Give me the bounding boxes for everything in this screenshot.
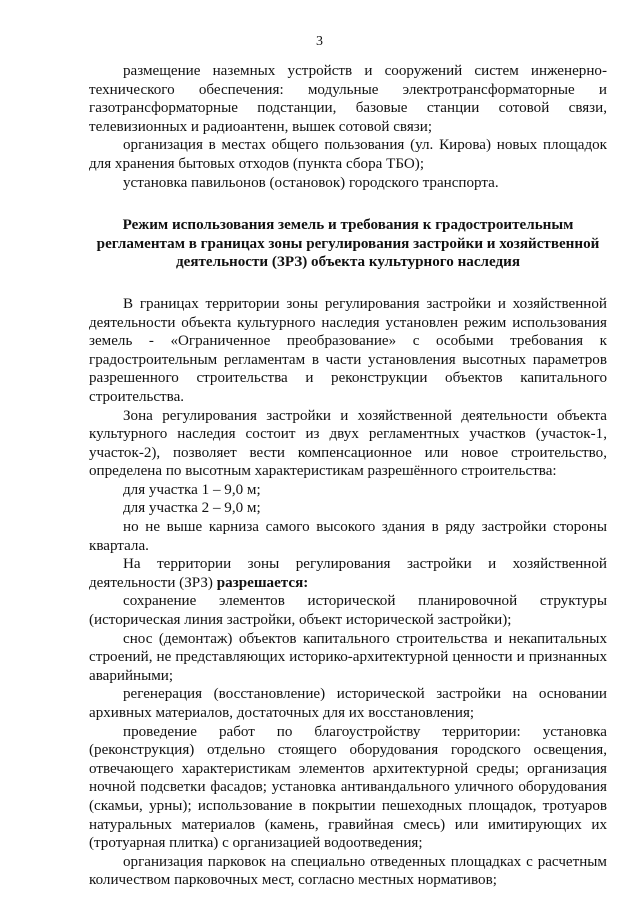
page-number: 3 [316,34,323,49]
paragraph: размещение наземных устройств и сооружений систем инженерно-технического обеспечения: модульные электротрансформаторные и газотрансформаторные подстанции, базовые станции сотовой связи, телевизионных и радиоантенн, вышек сотовой связи; [89,63,607,135]
list-item: снос (демонтаж) объектов капитального строительства и некапитальных строений, не представляющих историко-архитектурной ценности и признанных аварийными; [89,630,607,684]
permitted-label: разрешается: [216,574,309,591]
paragraph: В границах территории зоны регулирования застройки и хозяйственной деятельности объекта культурного наследия установлен режим использования земель - «Ограниченное преобразование» с особыми требования к градостроительным регламентам в части установления высотных параметров разрешенного строительства и реконструкции объектов капитального строительства. [89,295,607,405]
permitted-intro [89,555,607,592]
section-heading: Режим использования земель и требования к градостроительным регламентам в границах зоны регулирования застройки и хозяйственной деятельности (ЗРЗ) объекта культурного наследия [96,217,600,271]
list-item: для участка 1 – 9,0 м; [123,481,261,498]
paragraph: Зона регулирования застройки и хозяйственной деятельности объекта культурного наследия состоит из двух регламентных участков (участок-1, участок-2), позволяет вести компенсационное или новое строительство, определена по высотным характеристикам разрешённого строительства: [89,407,607,480]
list-item: сохранение элементов исторической планировочной структуры (историческая линия застройки, объект исторической застройки); [89,593,607,629]
permitted-intro-text: На территории зоны регулирования застройки и хозяйственной деятельности (ЗРЗ) [89,556,607,591]
paragraph: установка павильонов (остановок) городского транспорта. [123,174,499,191]
paragraph: но не выше карниза самого высокого здания в ряду застройки стороны квартала. [89,519,607,554]
document-body [89,62,607,890]
list-item: регенерация (восстановление) исторической застройки на основании архивных материалов, достаточных для их восстановления; [89,686,607,721]
list-item: для участка 2 – 9,0 м; [123,500,261,517]
list-item: проведение работ по благоустройству территории: установка (реконструкция) отдельно стоящего оборудования городского освещения, отвечающего характеристикам элементов архитектурной среды; организация ночной подсветки фасадов; установка антивандального уличного оборудования (скамьи, урны); использование в покрытии пешеходных площадок, тротуаров натуральных материалов (камень, гравийная смесь) или имитирующих их (тротуарная плитка) с организацией водоотведения; [89,723,607,852]
list-item: организация парковок на специально отведенных площадках с расчетным количеством парковочных мест, согласно местных нормативов; [89,853,607,889]
paragraph: организация в местах общего пользования (ул. Кирова) новых площадок для хранения бытовых отходов (пункта сбора ТБО); [89,137,607,172]
